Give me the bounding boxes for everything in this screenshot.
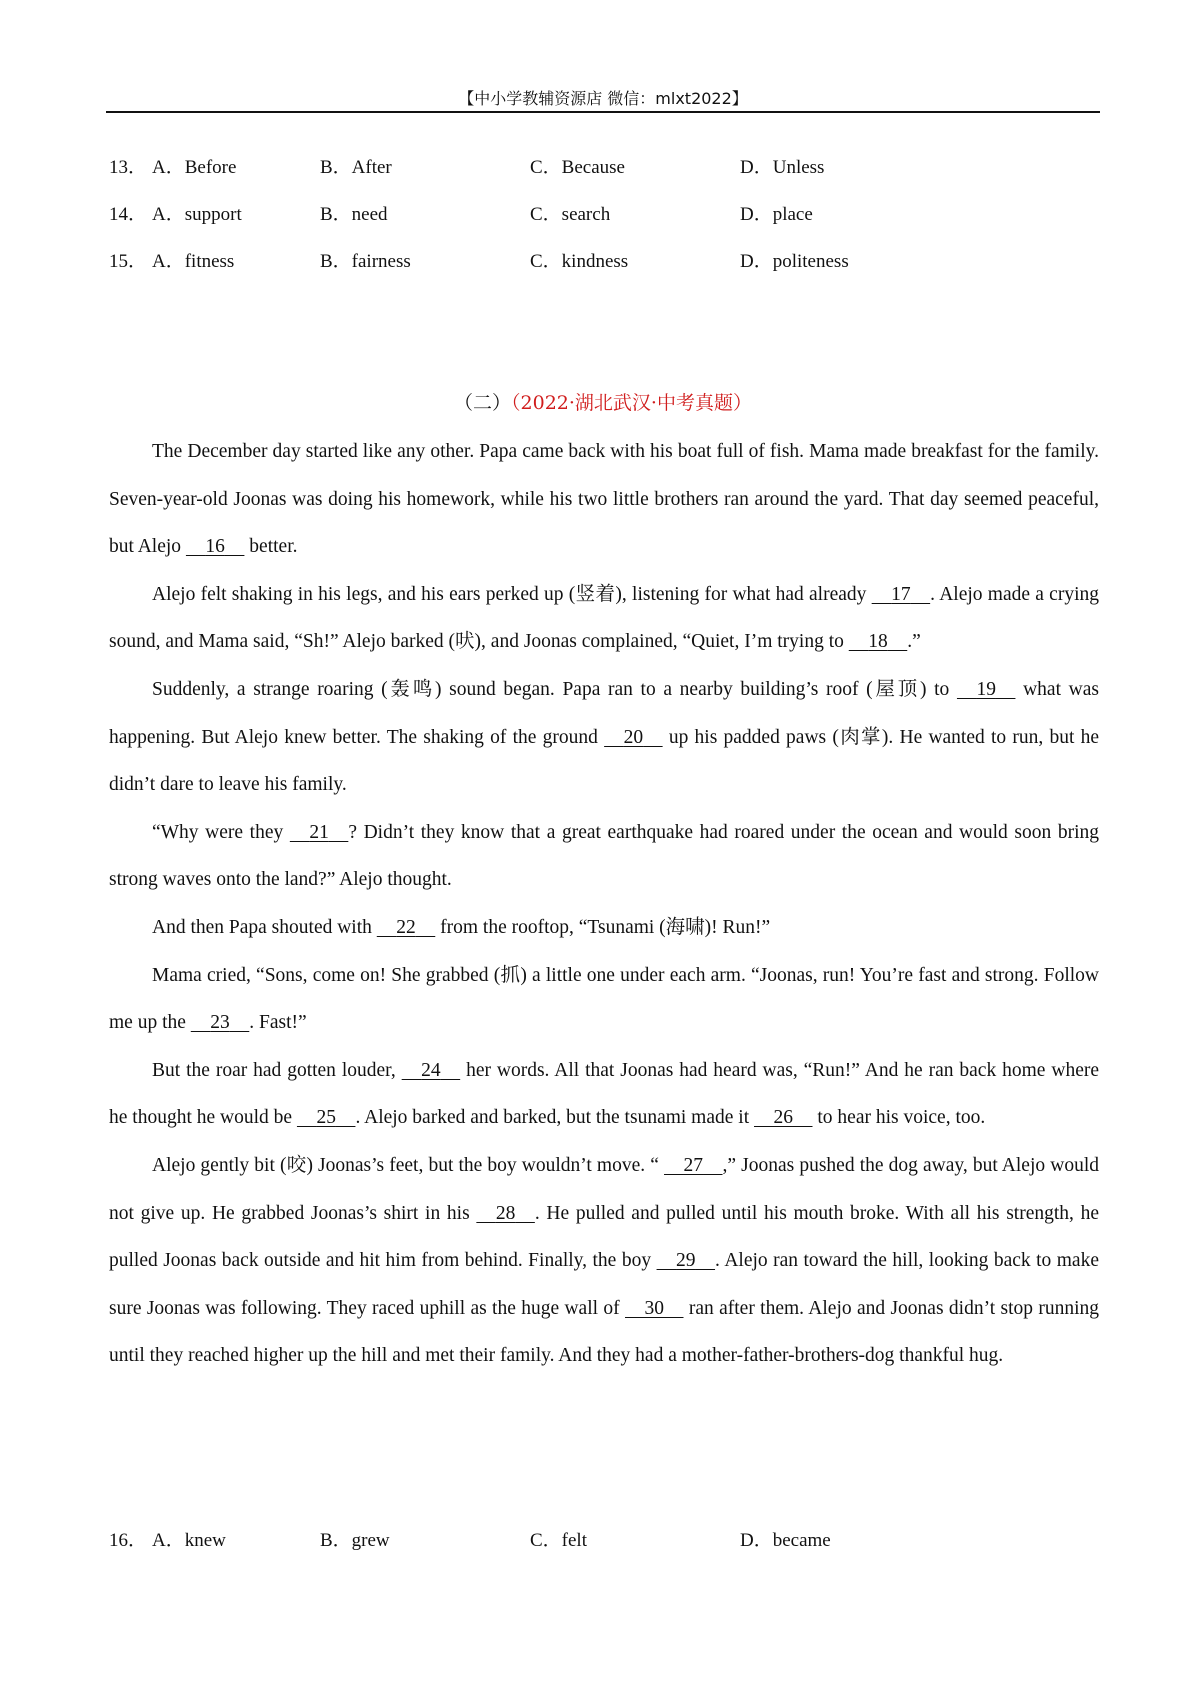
option-a: A．fitness — [152, 251, 235, 272]
option-d: D．politeness — [740, 251, 849, 272]
paragraph-4 — [109, 809, 1099, 904]
paragraph-5 — [109, 904, 1099, 952]
blank-number: 22 — [396, 916, 416, 938]
cloze-passage — [109, 428, 1099, 1380]
option-b: B．need — [320, 204, 388, 225]
blank-number: 23 — [210, 1012, 230, 1034]
option-c: C．Because — [530, 157, 625, 178]
blank-17 — [872, 571, 931, 619]
passage-text: to hear his voice, too. — [812, 1107, 986, 1129]
passage-text: Alejo felt shaking in his legs, and his ears perked up (竖着), listening for what had already — [152, 583, 872, 605]
blank-number: 30 — [644, 1297, 664, 1319]
option-d: D．became — [740, 1530, 831, 1551]
passage-text: . He pulled and pulled until his mouth broke. With all his strength, he pulled Joonas back outside and hit him from behind. Finally, the boy — [109, 1202, 1099, 1272]
option-b: B．After — [320, 157, 392, 178]
option-b: B．fairness — [320, 251, 411, 272]
blank-29 — [657, 1237, 716, 1285]
header-divider — [106, 111, 1100, 113]
passage-text: ,” Joonas pushed the dog away, but Alejo would not give up. He grabbed Joonas’s shirt in his — [109, 1154, 1099, 1224]
passage-text: her words. All that Joonas had heard was, “Run!” And he ran back home where he thought he would be — [109, 1059, 1099, 1129]
passage-text: from the rooftop, “Tsunami (海啸)! Run!” — [435, 916, 771, 938]
option-a: A．knew — [152, 1530, 226, 1551]
blank-number: 29 — [676, 1250, 696, 1272]
passage-text: “Why were they — [152, 821, 290, 843]
passage-text: better. — [244, 536, 298, 558]
passage-text: . Alejo barked and barked, but the tsunami made it — [355, 1107, 754, 1129]
section-prefix: （二） — [454, 392, 512, 414]
blank-19 — [957, 666, 1016, 714]
option-a: A．support — [152, 204, 242, 225]
blank-30 — [625, 1285, 684, 1333]
option-d: D．place — [740, 204, 813, 225]
blank-number: 17 — [891, 583, 911, 605]
blank-number: 27 — [683, 1154, 704, 1176]
passage-text: Mama cried, “Sons, come on! She grabbed (抓) a little one under each arm. “Joonas, run! You’re fast and strong. Follow me up the — [109, 964, 1099, 1034]
passage-text: what was happening. But Alejo knew better. The shaking of the ground — [109, 678, 1099, 748]
paragraph-3 — [109, 666, 1099, 809]
passage-text: ran after them. Alejo and Joonas didn’t stop running until they reached higher up the hill and met their family. And they had a mother-father-brothers-dog thankful hug. — [109, 1297, 1099, 1367]
passage-text: Alejo gently bit (咬) Joonas’s feet, but the boy wouldn’t move. “ — [152, 1154, 665, 1176]
question-number: 14． — [109, 204, 148, 225]
blank-23 — [191, 999, 250, 1047]
blank-number: 26 — [773, 1107, 793, 1129]
blank-22 — [377, 904, 436, 952]
blank-26 — [754, 1094, 813, 1142]
blank-number: 21 — [309, 821, 329, 843]
passage-text: But the roar had gotten louder, — [152, 1059, 402, 1081]
blank-27 — [664, 1142, 723, 1190]
passage-text: The December day started like any other. Papa came back with his boat full of fish. Mama made breakfast for the family. Seven-year-old Joonas was doing his homework, while his two little brothers ran around the yard. That day seemed peaceful, but Alejo — [109, 441, 1099, 558]
option-c: C．felt — [530, 1530, 587, 1551]
blank-16 — [186, 523, 245, 571]
paragraph-8 — [109, 1142, 1099, 1380]
option-d: D．Unless — [740, 157, 825, 178]
passage-text: And then Papa shouted with — [152, 916, 377, 938]
blank-24 — [402, 1047, 461, 1095]
option-b: B．grew — [320, 1530, 390, 1551]
passage-text: Suddenly, a strange roaring (轰鸣) sound began. Papa ran to a nearby building’s roof (屋顶) to — [152, 678, 957, 700]
paragraph-1 — [109, 428, 1099, 571]
blank-20 — [604, 714, 663, 762]
question-number: 16． — [109, 1530, 148, 1551]
question-number: 15． — [109, 251, 148, 272]
section-source: （2022·湖北武汉·中考真题） — [511, 392, 752, 414]
blank-28 — [476, 1190, 535, 1238]
blank-number: 20 — [623, 726, 644, 748]
blank-21 — [290, 809, 349, 857]
blank-18 — [849, 618, 908, 666]
passage-text: . Alejo ran toward the hill, looking back to make sure Joonas was following. They raced uphill as the huge wall of — [109, 1250, 1099, 1319]
passage-text: ? Didn’t they know that a great earthquake had roared under the ocean and would soon bring strong waves onto the land?” Alejo thought. — [109, 821, 1099, 891]
blank-number: 24 — [421, 1059, 441, 1081]
passage-text: . Alejo made a crying sound, and Mama said, “Sh!” Alejo barked (吠), and Joonas complained, “Quiet, I’m trying to — [109, 583, 1099, 653]
paragraph-7 — [109, 1047, 1099, 1142]
blank-number: 25 — [316, 1107, 336, 1129]
blank-number: 18 — [868, 631, 888, 653]
blank-number: 28 — [495, 1202, 516, 1224]
blank-25 — [297, 1094, 356, 1142]
question-number: 13． — [109, 157, 148, 178]
passage-text: .” — [907, 631, 921, 653]
option-c: C．search — [530, 204, 611, 225]
passage-text: . Fast!” — [249, 1012, 307, 1034]
passage-text: up his padded paws (肉掌). He wanted to run, but he didn’t dare to leave his family. — [109, 726, 1099, 796]
option-a: A．Before — [152, 157, 237, 178]
paragraph-2 — [109, 571, 1099, 666]
section-title — [106, 388, 1100, 415]
page-header: 【中小学教辅资源店 微信：mlxt2022】 — [458, 89, 748, 108]
blank-number: 16 — [205, 536, 225, 558]
blank-number: 19 — [976, 678, 996, 700]
paragraph-6 — [109, 952, 1099, 1047]
option-c: C．kindness — [530, 251, 629, 272]
